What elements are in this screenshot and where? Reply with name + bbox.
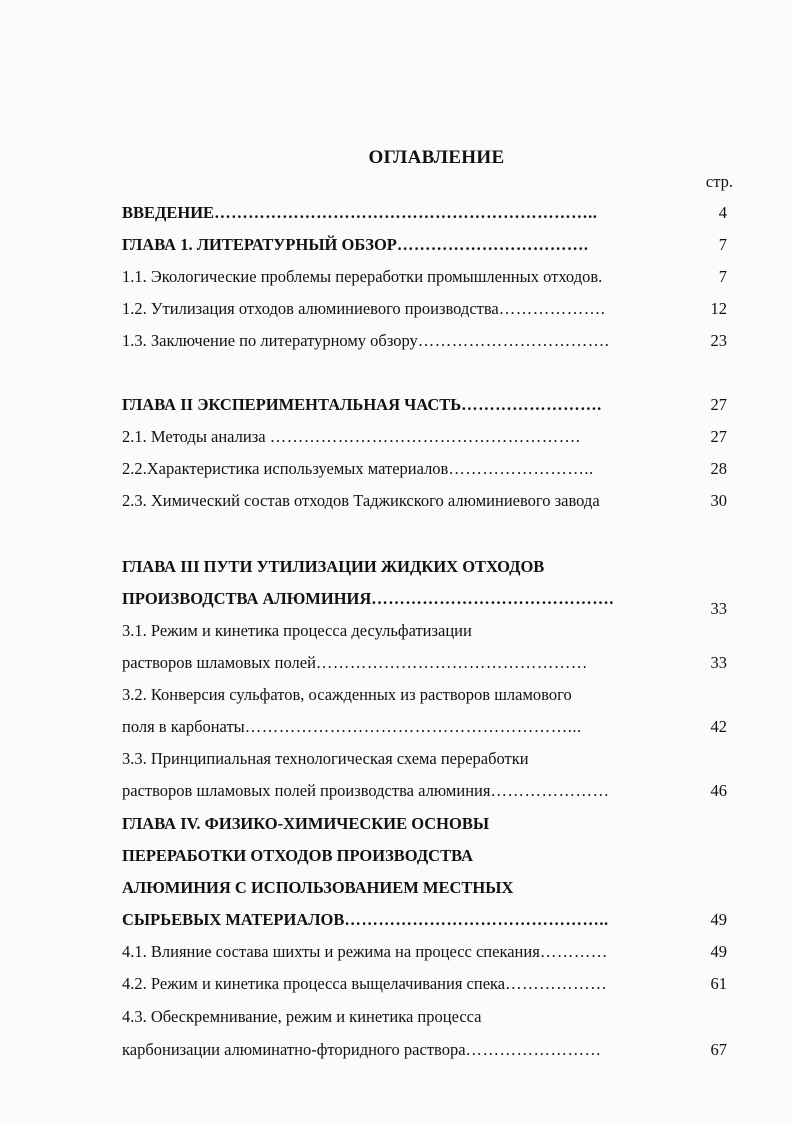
toc-page-number: 12 — [710, 299, 727, 318]
toc-entry: 2.2.Характеристика используемых материалов…………………….. — [122, 459, 594, 478]
toc-page-number: 33 — [710, 653, 727, 672]
toc-page-number: 27 — [710, 395, 727, 414]
toc-entry: СЫРЬЕВЫХ МАТЕРИАЛОВ……………………………………….. — [122, 910, 609, 929]
toc-page-number: 67 — [710, 1040, 727, 1059]
toc-entry: карбонизации алюминатно-фторидного раствора…………………… — [122, 1040, 602, 1059]
toc-entry: 3.2. Конверсия сульфатов, осажденных из растворов шламового — [122, 685, 572, 704]
toc-entry: ГЛАВА 1. ЛИТЕРАТУРНЫЙ ОБЗОР……………………………. — [122, 235, 589, 254]
toc-page-number: 4 — [718, 203, 727, 222]
toc-entry: 1.2. Утилизация отходов алюминиевого производства………………. — [122, 299, 606, 318]
toc-entry: 3.1. Режим и кинетика процесса десульфатизации — [122, 621, 472, 640]
toc-page-number: 61 — [710, 974, 727, 993]
toc-entry: поля в карбонаты…………………………………………………... — [122, 717, 582, 736]
page-title: ОГЛАВЛЕНИЕ — [368, 147, 505, 168]
toc-page-number: 27 — [710, 427, 727, 446]
toc-entry: 4.2. Режим и кинетика процесса выщелачивания спека……………… — [122, 974, 608, 993]
toc-page-number: 33 — [710, 599, 727, 618]
toc-entry: ГЛАВА III ПУТИ УТИЛИЗАЦИИ ЖИДКИХ ОТХОДОВ — [122, 557, 545, 576]
toc-page-number: 7 — [718, 267, 727, 286]
toc-entry: ГЛАВА IV. ФИЗИКО-ХИМИЧЕСКИЕ ОСНОВЫ — [122, 814, 490, 833]
toc-page-number: 46 — [710, 781, 727, 800]
toc-entry: 1.3. Заключение по литературному обзору……………………………. — [122, 331, 610, 350]
page-column-label: стр. — [705, 172, 733, 191]
toc-page-number: 7 — [718, 235, 727, 254]
toc-page-number: 23 — [710, 331, 727, 350]
toc-entry: 4.3. Обескремнивание, режим и кинетика процесса — [122, 1007, 482, 1026]
toc-entry: 1.1. Экологические проблемы переработки промышленных отходов. — [122, 267, 603, 286]
toc-entry: 3.3. Принципиальная технологическая схема переработки — [122, 749, 529, 768]
toc-entry: 4.1. Влияние состава шихты и режима на процесс спекания………… — [122, 942, 608, 961]
toc-page-number: 49 — [710, 910, 727, 929]
toc-entry: 2.1. Методы анализа ………………………………………………. — [122, 427, 581, 446]
toc-page-number: 30 — [710, 491, 727, 510]
toc-page-number: 42 — [710, 717, 727, 736]
toc-page-number: 49 — [710, 942, 727, 961]
toc-entry: ПЕРЕРАБОТКИ ОТХОДОВ ПРОИЗВОДСТВА — [122, 846, 473, 865]
toc-entry: 2.3. Химический состав отходов Таджикского алюминиевого завода — [122, 491, 600, 510]
toc-entry: растворов шламовых полей производства алюминия………………… — [122, 781, 610, 800]
toc-entry: ГЛАВА II ЭКСПЕРИМЕНТАЛЬНАЯ ЧАСТЬ……………………. — [122, 395, 602, 414]
toc-page-number: 28 — [710, 459, 727, 478]
toc-entry: ВВЕДЕНИЕ………………………………………………………….. — [122, 203, 598, 222]
toc-entry: растворов шламовых полей………………………………………… — [122, 653, 588, 672]
toc-entry: ПРОИЗВОДСТВА АЛЮМИНИЯ……………………………………. — [122, 589, 614, 608]
toc-entry: АЛЮМИНИЯ С ИСПОЛЬЗОВАНИЕМ МЕСТНЫХ — [122, 878, 514, 897]
